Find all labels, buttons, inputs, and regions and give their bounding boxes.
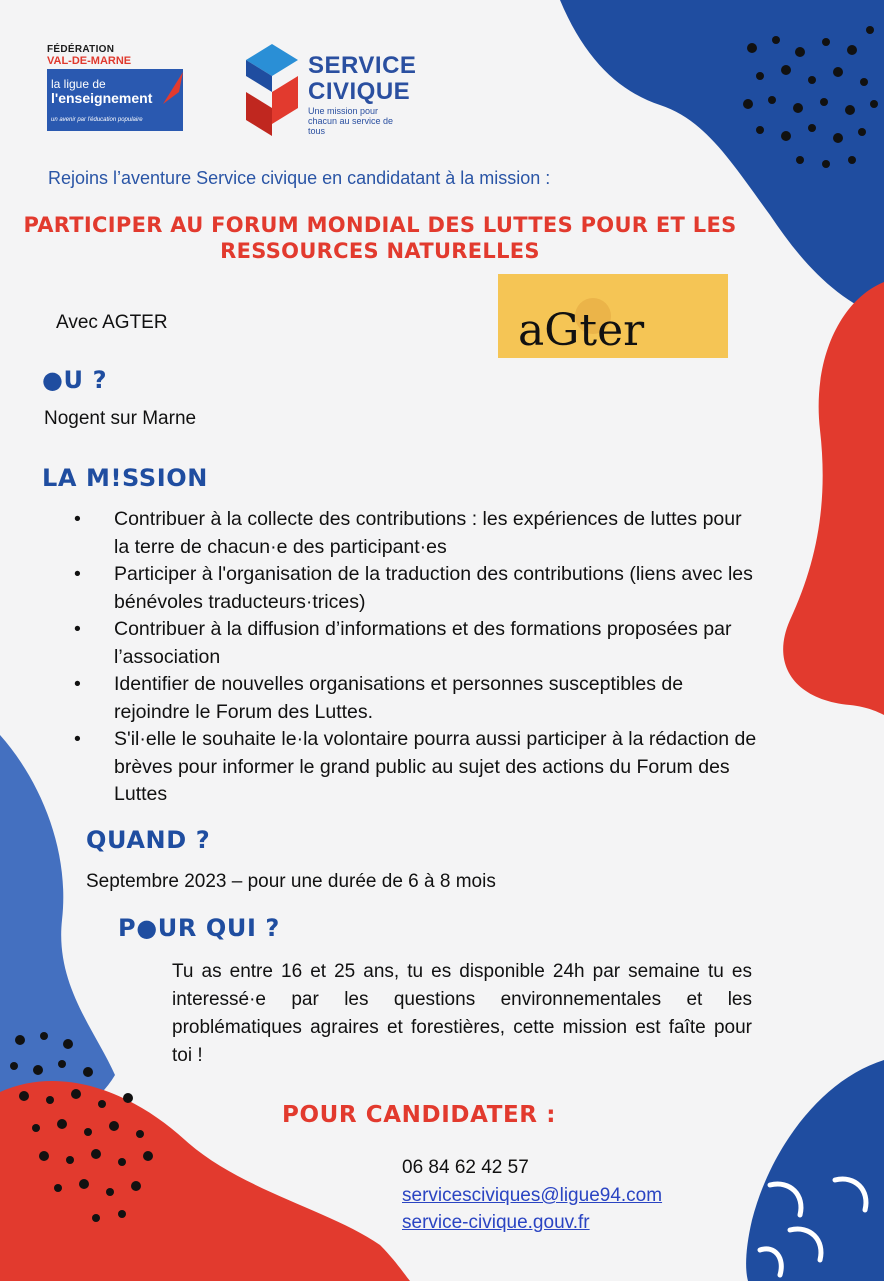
service-civique-title-line2: CIVIQUE [308, 78, 411, 105]
when-heading: QUAND ? [86, 826, 211, 854]
agter-logo-text: aGter [518, 305, 645, 356]
ligue-name-line2: l'enseignement [51, 90, 153, 106]
where-text: Nogent sur Marne [44, 408, 197, 429]
list-item: • Participer à l'organisation de la traduction des contributions (liens avec les bénévoles traducteurs·trices) [70, 561, 760, 616]
ligue-region-label: VAL-DE-MARNE [47, 55, 132, 67]
service-civique-tagline: Une mission pour chacun au service de tous [308, 106, 394, 136]
when-text: Septembre 2023 – pour une durée de 6 à 8 mois [86, 871, 496, 892]
phone-number: 06 84 62 42 57 [402, 1157, 529, 1178]
mission-title-line2: RESSOURCES NATURELLES [220, 239, 540, 263]
where-heading: ●U ? [42, 366, 108, 394]
list-item: • Identifier de nouvelles organisations et personnes susceptibles de rejoindre le Forum des Luttes. [70, 671, 760, 726]
email-link[interactable]: servicesciviques@ligue94.com [402, 1185, 663, 1206]
mission-title-line1: PARTICIPER AU FORUM MONDIAL DES LUTTES POUR ET LES [23, 213, 737, 237]
mission-list [70, 506, 760, 809]
ligue-arrow-icon [159, 68, 187, 108]
website-link[interactable]: service-civique.gouv.fr [402, 1212, 590, 1233]
ligue-federation-label: FÉDÉRATION [47, 44, 115, 55]
mission-heading: LA M!SSION [42, 464, 208, 492]
mission-title [20, 212, 740, 264]
ligue-tagline: un avenir par l'éducation populaire [51, 117, 143, 123]
service-civique-title-line1: SERVICE [308, 52, 417, 79]
list-item: • Contribuer à la collecte des contributions : les expériences de luttes pour la terre de chacun·e des participant·es [70, 506, 760, 561]
partner-text: Avec AGTER [56, 312, 168, 333]
ligue-enseignement-logo [47, 44, 187, 134]
apply-heading: POUR CANDIDATER : [282, 1102, 557, 1128]
for-whom-text: Tu as entre 16 et 25 ans, tu es disponible 24h par semaine tu es interessé·e par les questions environnementales et les problématiques agraires et forestières, cette mission est faîte pour toi ! [172, 961, 752, 1066]
ligue-name-line1: la ligue de [51, 77, 106, 91]
list-item: • Contribuer à la diffusion d’informations et des formations proposées par l’association [70, 616, 760, 671]
intro-text: Rejoins l’aventure Service civique en candidatant à la mission : [48, 168, 551, 188]
list-item: • S'il·elle le souhaite le·la volontaire pourra aussi participer à la rédaction de brèves pour informer le grand public au sujet des actions du Forum des Luttes [70, 726, 760, 809]
service-civique-logo [242, 40, 417, 140]
service-civique-emblem-icon [242, 40, 302, 140]
for-whom-heading: P●UR QUI ? [118, 914, 280, 942]
